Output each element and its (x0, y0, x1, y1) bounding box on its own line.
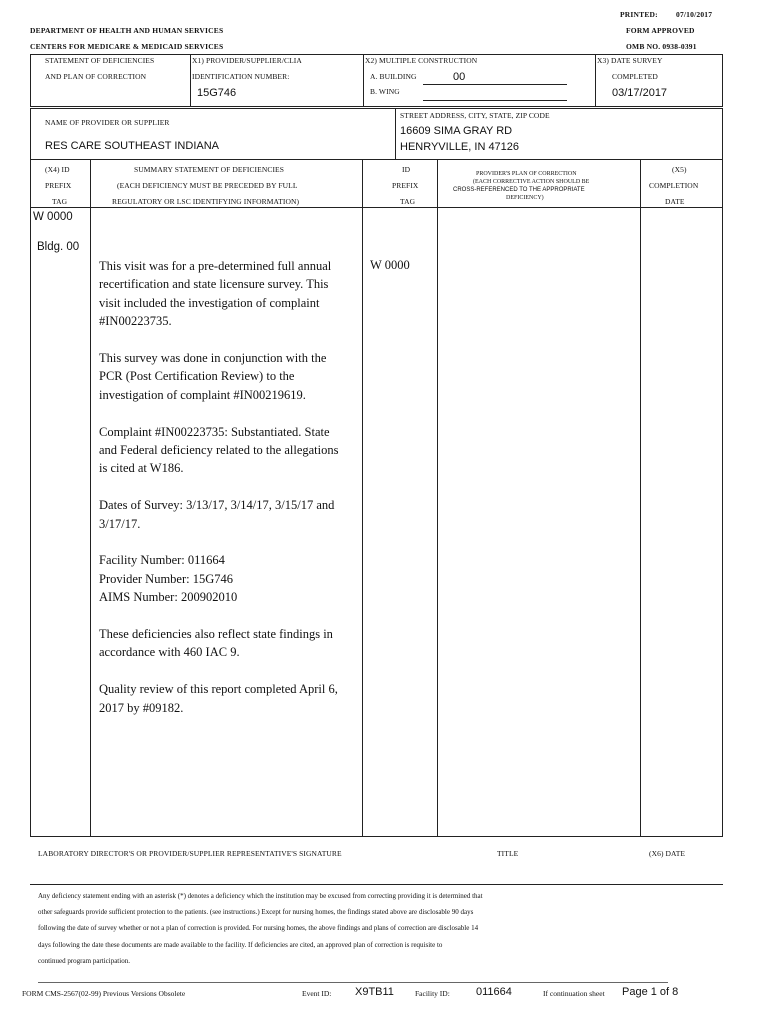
summary-paragraph-ids: Facility Number: 011664 Provider Number: 15G746 AIMS Number: 200902010 (99, 553, 238, 605)
statement-label-2: AND PLAN OF CORRECTION (45, 72, 147, 81)
summary-paragraph: Dates of Survey: 3/13/17, 3/14/17, 3/15/17 and 3/17/17. (99, 498, 335, 531)
wing-label: B. WING (370, 87, 400, 96)
x4-header-3: TAG (52, 197, 68, 206)
page-number: Page 1 of 8 (622, 986, 679, 998)
facility-id: 011664 (476, 986, 512, 998)
provider-div (395, 108, 396, 160)
box1-div3 (595, 54, 596, 107)
provider-left-border (30, 108, 31, 160)
x5-header-2: COMPLETION (649, 181, 699, 190)
title-label: TITLE (497, 849, 519, 858)
footer-rule (38, 982, 668, 983)
centers-title: CENTERS FOR MEDICARE & MEDICAID SERVICES (30, 42, 224, 51)
address-line-2: HENRYVILLE, IN 47126 (400, 141, 520, 153)
wing-underline (423, 100, 567, 101)
date-survey-completed: 03/17/2017 (612, 87, 668, 99)
disclaimer-line: continued program participation. (38, 956, 130, 965)
id-header-1: ID (402, 165, 411, 174)
id-prefix-tag: W 0000 (370, 258, 410, 272)
form-label: FORM CMS-2567(02-99) Previous Versions Obsolete (22, 989, 186, 998)
id-header-3: TAG (400, 197, 416, 206)
summary-paragraph: Quality review of this report completed April 6, 2017 by #09182. (99, 682, 338, 715)
plan-header-2: (EACH CORRECTIVE ACTION SHOULD BE (473, 179, 590, 185)
x4-header-2: PREFIX (45, 181, 72, 190)
summary-header-1: SUMMARY STATEMENT OF DEFICIENCIES (134, 165, 285, 174)
col-left-border (30, 160, 31, 837)
event-id-label: Event ID: (302, 989, 332, 998)
department-title: DEPARTMENT OF HEALTH AND HUMAN SERVICES (30, 26, 224, 35)
box1-top-border (30, 54, 723, 55)
building-underline (423, 84, 567, 85)
summary-paragraph: This visit was for a pre-determined full annual recertification and state licensure survey. This visit included the investigation of complaint #IN00223735. (99, 259, 332, 329)
summary-paragraph: These deficiencies also reflect state findings in accordance with 460 IAC 9. (99, 627, 333, 660)
facility-id-label: Facility ID: (415, 989, 450, 998)
box1-div1 (190, 54, 191, 107)
continuation-label: If continuation sheet (543, 989, 605, 998)
provider-name-label: NAME OF PROVIDER OR SUPPLIER (45, 118, 170, 127)
box1-right-border (722, 54, 723, 107)
x3-label-1: X3) DATE SURVEY (597, 56, 663, 65)
columns-bottom-border (30, 207, 723, 208)
x3-label-2: COMPLETED (612, 72, 658, 81)
x5-header-3: DATE (665, 197, 685, 206)
provider-bottom-border (30, 159, 723, 160)
disclaimer-line: other safeguards provide sufficient protection to the patients. (see instructions.) Except for nursing homes, the findings stated above are disclosable 90 days (38, 908, 474, 917)
disclaimer-line: Any deficiency statement ending with an asterisk (*) denotes a deficiency which the institution may be excused from correcting providing it is determined that (38, 892, 483, 900)
x5-header-1: (X5) (672, 165, 687, 174)
box1-div2 (363, 54, 364, 107)
col-div-3 (437, 160, 438, 837)
signature-label: LABORATORY DIRECTOR'S OR PROVIDER/SUPPLIER REPRESENTATIVE'S SIGNATURE (38, 849, 342, 858)
building-tag: Bldg. 00 (37, 241, 80, 253)
id-header-2: PREFIX (392, 181, 419, 190)
rows-bottom-border (30, 836, 723, 837)
summary-paragraph: Complaint #IN00223735: Substantiated. State and Federal deficiency related to the allegations is cited at W186. (99, 424, 339, 476)
disclaimer-line: days following the date these documents are made available to the facility. If deficiencies are cited, an approved plan of correction is requisite to (38, 940, 443, 949)
x2-label: X2) MULTIPLE CONSTRUCTION (365, 56, 478, 65)
omb-number: OMB NO. 0938-0391 (626, 42, 697, 51)
box1-left-border (30, 54, 31, 107)
x6-date-label: (X6) DATE (649, 849, 686, 858)
event-id: X9TB11 (355, 986, 394, 998)
disclaimer (38, 888, 638, 969)
statement-label-1: STATEMENT OF DEFICIENCIES (45, 56, 155, 65)
box1-bottom-border (30, 106, 723, 107)
provider-right-border (722, 108, 723, 160)
provider-top-border (30, 108, 723, 109)
printed-date: 07/10/2017 (676, 10, 713, 19)
building-value: 00 (453, 71, 466, 83)
col-div-1 (90, 160, 91, 837)
col-right-border (722, 160, 723, 837)
clia-number: 15G746 (197, 87, 237, 99)
x1-label-2: IDENTIFICATION NUMBER: (192, 72, 290, 81)
summary-header-3: REGULATORY OR LSC IDENTIFYING INFORMATION) (112, 197, 300, 206)
plan-header-1: PROVIDER'S PLAN OF CORRECTION (476, 171, 577, 177)
plan-header-3: CROSS-REFERENCED TO THE APPROPRIATE (453, 187, 585, 193)
x4-header-1: (X4) ID (45, 165, 70, 174)
prefix-tag: W 0000 (33, 211, 73, 223)
summary-paragraph: This survey was done in conjunction with the PCR (Post Certification Review) to the investigation of complaint #IN00219619. (99, 351, 327, 402)
plan-header-4: DEFICIENCY) (506, 195, 544, 201)
building-label: A. BUILDING (370, 72, 417, 81)
col-div-4 (640, 160, 641, 837)
summary-statement (99, 257, 349, 735)
summary-header-2: (EACH DEFICIENCY MUST BE PRECEDED BY FULL (117, 181, 298, 190)
address-line-1: 16609 SIMA GRAY RD (400, 125, 513, 137)
x1-label-1: X1) PROVIDER/SUPPLIER/CLIA (192, 56, 302, 65)
signature-bottom-border (30, 884, 723, 885)
printed-label: PRINTED: (620, 10, 658, 19)
address-label: STREET ADDRESS, CITY, STATE, ZIP CODE (400, 111, 550, 120)
disclaimer-line: following the date of survey whether or not a plan of correction is provided. For nursing homes, the above findings and plans of correction are disclosable 14 (38, 924, 479, 933)
form-approved: FORM APPROVED (626, 26, 695, 35)
provider-name: RES CARE SOUTHEAST INDIANA (45, 140, 219, 152)
col-div-2 (362, 160, 363, 837)
